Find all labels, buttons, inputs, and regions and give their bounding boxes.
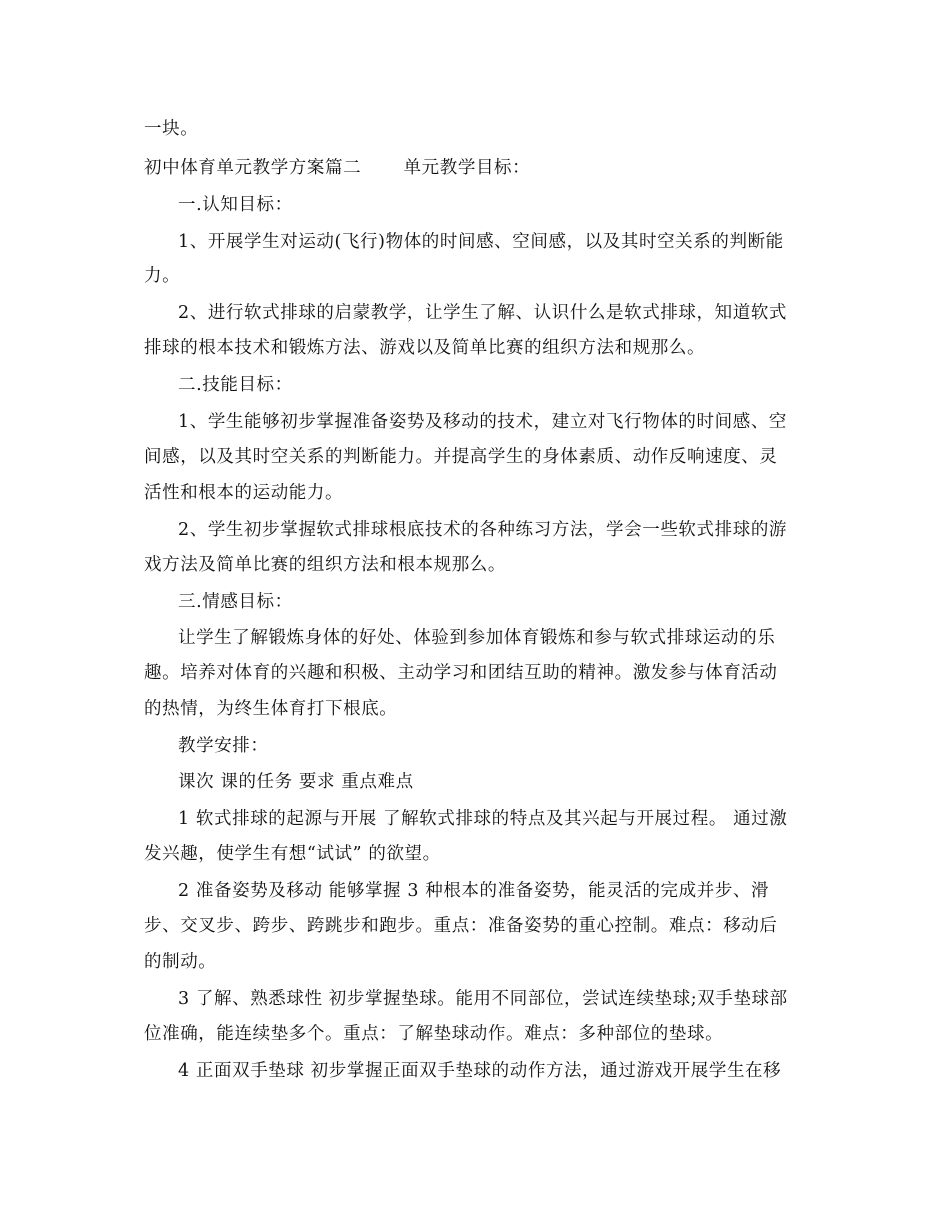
- text-line: 3 了解、熟悉球性 初步掌握垫球。能用不同部位，尝试连续垫球;双手垫球部: [178, 989, 788, 1009]
- text-line: 让学生了解锻炼身体的好处、体验到参加体育锻炼和参与软式排球运动的乐: [178, 628, 776, 648]
- text-line: 发兴趣，使学生有想“试试” 的欲望。: [144, 844, 441, 864]
- text-line: 活性和根本的运动能力。: [144, 483, 344, 503]
- text-line: 1 软式排球的起源与开展 了解软式排球的特点及其兴起与开展过程。 通过激: [178, 809, 788, 829]
- text-line: 排球的根本技术和锻炼方法、游戏以及简单比赛的组织方法和规那么。: [144, 338, 706, 358]
- text-line: 一块。: [144, 119, 199, 139]
- text-line: 二.技能目标：: [178, 375, 293, 395]
- text-line: 1、开展学生对运动(飞行)物体的时间感、空间感，以及其时空关系的判断能: [178, 232, 784, 252]
- text-line: 的热情，为终生体育打下根底。: [144, 699, 398, 719]
- text-line: 位准确，能连续垫多个。重点：了解垫球动作。难点：多种部位的垫球。: [144, 1024, 724, 1044]
- text-line: 的制动。: [144, 952, 217, 972]
- text-line: 4 正面双手垫球 初步掌握正面双手垫球的动作方法，通过游戏开展学生在移: [178, 1061, 782, 1081]
- text-line: 力。: [144, 266, 181, 286]
- text-line: 趣。培养对体育的兴趣和积极、主动学习和团结互助的精神。激发参与体育活动: [144, 663, 778, 683]
- text-line: 步、交叉步、跨步、跨跳步和跑步。重点：准备姿势的重心控制。难点：移动后: [144, 916, 778, 936]
- text-line: 2 准备姿势及移动 能够掌握 3 种根本的准备姿势，能灵活的完成并步、滑: [178, 881, 770, 901]
- text-line: 间感，以及其时空关系的判断能力。并提高学生的身体素质、动作反响速度、灵: [144, 447, 778, 467]
- text-line: 2、学生初步掌握软式排球根底技术的各种练习方法，学会一些软式排球的游: [178, 520, 788, 540]
- text-line: 教学安排：: [178, 736, 269, 756]
- text-line: 三.情感目标：: [178, 592, 293, 612]
- text-line: 课次 课的任务 要求 重点难点: [178, 772, 414, 792]
- text-line: 一.认知目标：: [178, 195, 293, 215]
- text-line: 1、学生能够初步掌握准备姿势及移动的技术，建立对飞行物体的时间感、空: [178, 412, 788, 432]
- section-heading: 初中体育单元教学方案篇二 单元教学目标：: [144, 158, 531, 178]
- text-line: 2、进行软式排球的启蒙教学，让学生了解、认识什么是软式排球，知道软式: [178, 303, 788, 323]
- text-line: 戏方法及简单比赛的组织方法和根本规那么。: [144, 555, 506, 575]
